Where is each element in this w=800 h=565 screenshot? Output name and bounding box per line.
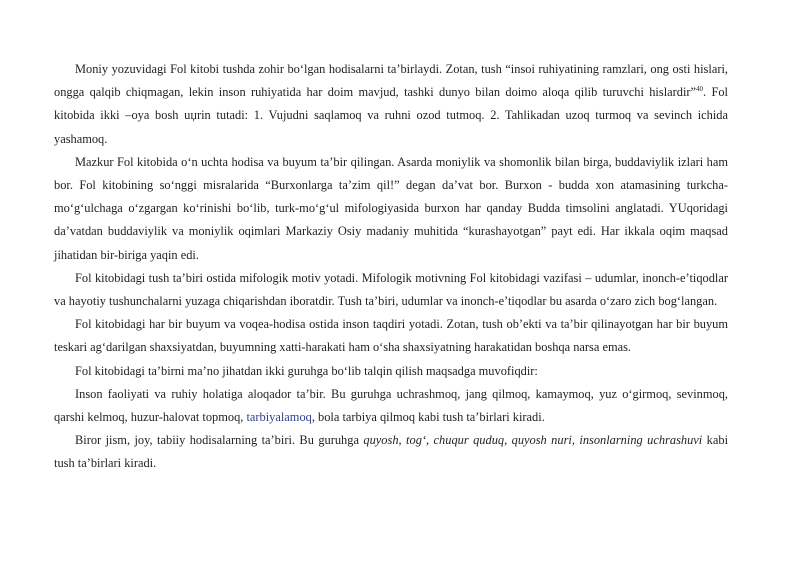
tarbiyalamoq-link[interactable]: tarbiyalamoq <box>246 410 312 425</box>
paragraph-6-text-end: , bola tarbiya qilmoq kabi tush ta’birlari kiradi. <box>311 410 545 425</box>
paragraph-1-text-start: Moniy yozuvidagi Fol kitobi tushda zohir bo‘lgan hodisalarni ta’birlaydi. Zotan, tush “insoi ruhiyatining ramzlari, ong osti hislari, ongga qalqib chiqmagan, lekin inson ruhiyatida har doim mavjud, tashki dunyo bilan doimo aloqa qilib turuvchi hislardir” <box>54 62 728 100</box>
paragraph-1-text-end: . Fol kitobida ikki –oya bosh uџrin tutadi: 1. Vujudni saqlamoq va ruhni ozod tutmoq. 2. Tahlikadan uzoq turmoq va sevinch ichida yashamoq. <box>54 85 728 146</box>
paragraph-1 <box>54 58 728 151</box>
paragraph-7-italic-list: quyosh, tog‘, chuqur quduq, quyosh nuri, insonlarning uchrashuvi <box>363 433 703 448</box>
footnote-reference[interactable]: 40 <box>696 85 704 94</box>
paragraph-5: Fol kitobidagi ta’birni ma’no jihatdan ikki guruhga bo‘lib talqin qilish maqsadga muvofiqdir: <box>75 363 538 378</box>
paragraph-4: Fol kitobidagi har bir buyum va voqea-hodisa ostida inson taqdiri yotadi. Zotan, tush ob’ekti va ta’bir qilinayotgan har bir buyum teskari ag‘darilgan shaxsiyatdan, buyumning xatti-harakati ham o‘sha shaxsiyatning harakatidan boshqa narsa emas. <box>54 317 728 355</box>
paragraph-6-text-start: Inson faoliyati va ruhiy holatiga aloqador ta’bir. Bu guruhga uchrashmoq, jang qilmoq, kamaymoq, yuz o‘girmoq, sevinmoq, qarshi kelmoq, huzur-halovat topmoq, <box>54 386 728 425</box>
paragraph-7-text-end: kabi tush ta’birlari kiradi. <box>54 433 729 471</box>
paragraph-7 <box>54 429 728 475</box>
paragraph-7-text-start: Biror jism, joy, tabiiy hodisalarning ta’biri. Bu guruhga <box>75 433 364 448</box>
paragraph-6 <box>54 383 728 429</box>
paragraph-2: Mazkur Fol kitobida o‘n uchta hodisa va buyum ta’bir qilingan. Asarda moniylik va shomonlik bilan birga, buddaviylik izlari ham bor. Fol kitobining so‘nggi misralarida “Burxonlarga ta’zim qil!” degan da’vat bor. Burxon - budda xon atamasining turkcha-mo‘g‘ulchaga o‘zgargan ko‘rinishi bo‘lib, turk-mo‘g‘ul mifologiyasida burxon har qanday Budda timsolini anglatadi. YUqoridagi da’vatdan buddaviylik va moniylik oqimlari Markaziy Osiy madaniy muhitida “kurashayotgan” payt edi. Har ikkala oqim maqsad jihatidan bir-biriga yaqin edi. <box>54 154 728 262</box>
paragraph-3: Fol kitobidagi tush ta’biri ostida mifologik motiv yotadi. Mifologik motivning Fol kitobidagi vazifasi – udumlar, inonch-e’tiqodlar va hayotiy tushunchalarni yuzaga chiqarishdan iboratdir. Tush ta’biri, udumlar va inonch-e’tiqodlar bu asarda o‘zaro zich bog‘langan. <box>54 270 728 309</box>
document-page <box>54 58 728 476</box>
